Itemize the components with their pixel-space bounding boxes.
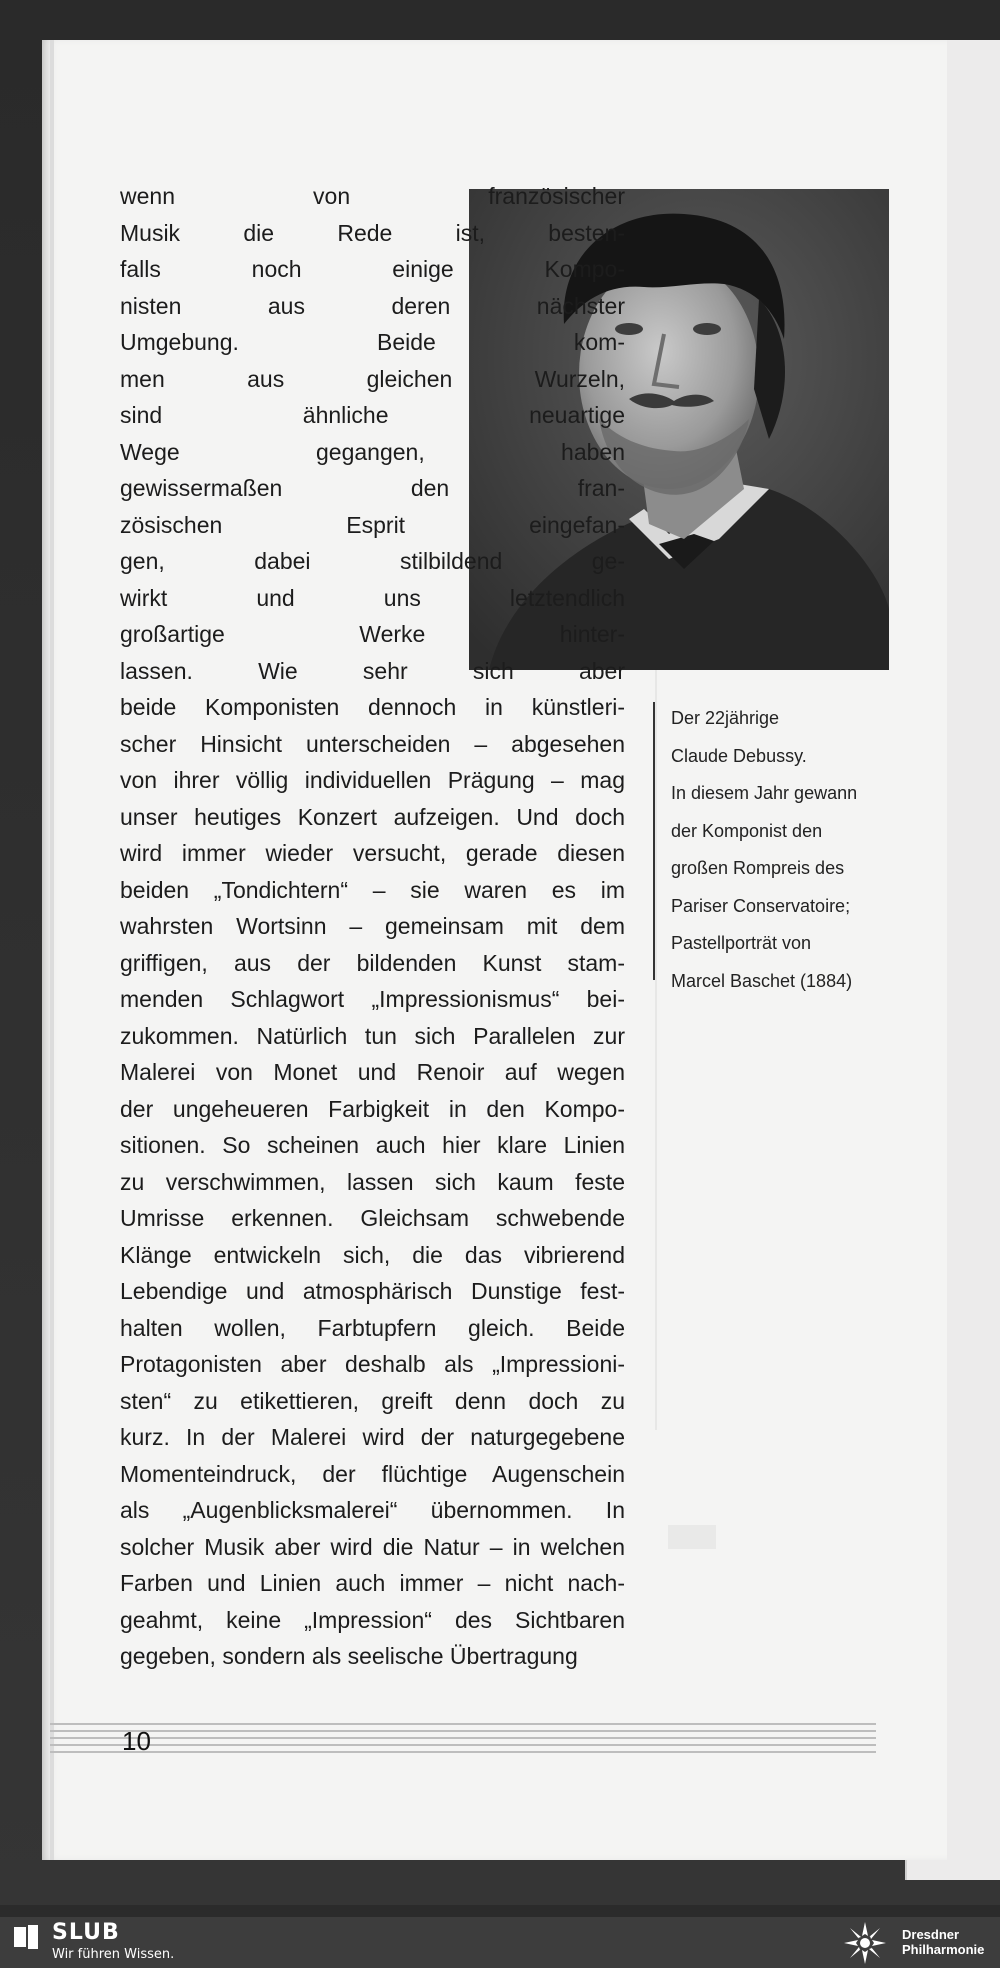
staff-line [50,1737,876,1739]
footer-title: SLUB [52,1920,120,1945]
body-line: zukommen. Natürlich tun sich Parallelen zur [120,1022,625,1049]
body-line: falls noch einige Kompo- [120,256,625,282]
footer-partner-name [902,1927,984,1957]
body-line: solcher Musik aber wird die Natur – in welchen [120,1533,625,1560]
body-line: zösischen Esprit eingefan- [120,511,625,538]
page-number: 10 [122,1726,151,1756]
caption-line: Der 22jährige [671,708,780,728]
body-line: gegeben, sondern als seelische Übertragung [120,1643,578,1669]
footer-partner-line: Dresdner [902,1927,960,1942]
footer-staff-lines [50,1723,876,1758]
footer-partner-line: Philharmonie [902,1942,985,1957]
body-line: sind ähnliche neuartige [120,402,625,428]
caption-line: großen Rompreis des [671,858,845,878]
body-line: Farben und Linien auch immer – nicht nach- [120,1570,625,1596]
body-line: unser heutiges Konzert aufzeigen. Und doch [120,803,625,830]
body-line: Lebendige und atmosphärisch Dunstige fest- [120,1278,625,1304]
caption-line: der Komponist den [671,820,823,841]
body-line: gen, dabei stilbildend ge- [120,548,625,574]
body-line: von ihrer völlig individuellen Prägung – mag [120,767,625,793]
body-line: Malerei von Monet und Renoir auf wegen [120,1059,625,1085]
body-line: kurz. In der Malerei wird der naturgegebene [120,1424,625,1450]
page-gutter-shadow [50,40,54,1860]
staff-line [50,1751,876,1753]
body-line: wirkt und uns letztendlich [120,584,625,611]
caption-line: Pastellporträt von [671,933,812,953]
body-line: zu verschwimmen, lassen sich kaum feste [120,1168,625,1195]
staff-line [50,1730,876,1732]
body-line: sten“ zu etikettieren, greift denn doch zu [120,1387,625,1414]
body-line: menden Schlagwort „Impressionismus“ bei- [120,986,625,1012]
body-line: Momenteindruck, der flüchtige Augenschein [120,1460,625,1487]
body-line: Musik die Rede ist, besten- [120,219,625,246]
caption-rule [653,702,655,980]
body-line: Umrisse erkennen. Gleichsam schwebende [120,1205,625,1231]
philharmonie-star-icon [842,1920,888,1966]
body-line: griffigen, aus der bildenden Kunst stam- [120,949,625,976]
body-line: wird immer wieder versucht, gerade diesen [120,840,625,866]
body-line: Wege gegangen, haben [120,438,625,465]
image-caption [671,700,903,1000]
body-line: beiden „Tondichtern“ – sie waren es im [120,876,625,903]
body-line: beide Komponisten dennoch in künstleri- [120,694,625,720]
body-line: halten wollen, Farbtupfern gleich. Beide [120,1314,625,1341]
staff-line [50,1723,876,1725]
caption-line: In diesem Jahr gewann [671,783,858,803]
footer-tagline: Wir führen Wissen. [52,1947,175,1962]
body-line: lassen. Wie sehr sich aber [120,657,625,684]
article-body [120,178,625,1675]
body-line: men aus gleichen Wurzeln, [120,365,625,392]
slub-logo-icon [12,1923,40,1951]
body-line: sitionen. So scheinen auch hier klare Linien [120,1132,625,1158]
body-line: geahmt, keine „Impression“ des Sichtbaren [120,1606,625,1633]
body-line: wenn von französischer [120,183,625,209]
caption-line: Pariser Conservatoire; [671,895,851,916]
viewer-footer [0,1917,1000,1968]
body-line: Klänge entwickeln sich, die das vibrierend [120,1241,625,1268]
staff-line [50,1744,876,1746]
body-line: nisten aus deren nächster [120,292,625,319]
body-line: gewissermaßen den fran- [120,475,625,501]
show-through-mark [668,1525,716,1549]
caption-line: Marcel Baschet (1884) [671,970,853,991]
body-line: als „Augenblicksmalerei“ übernommen. In [120,1497,625,1523]
body-line: großartige Werke hinter- [120,621,625,647]
body-line: der ungeheueren Farbigkeit in den Kompo- [120,1095,625,1122]
caption-line: Claude Debussy. [671,745,807,766]
body-line: scher Hinsicht unterscheiden – abgesehen [120,730,625,757]
body-line: Protagonisten aber deshalb als „Impressioni- [120,1351,625,1377]
body-line: wahrsten Wortsinn – gemeinsam mit dem [120,913,625,939]
show-through-rule [655,540,657,1430]
body-line: Umgebung. Beide kom- [120,329,625,355]
